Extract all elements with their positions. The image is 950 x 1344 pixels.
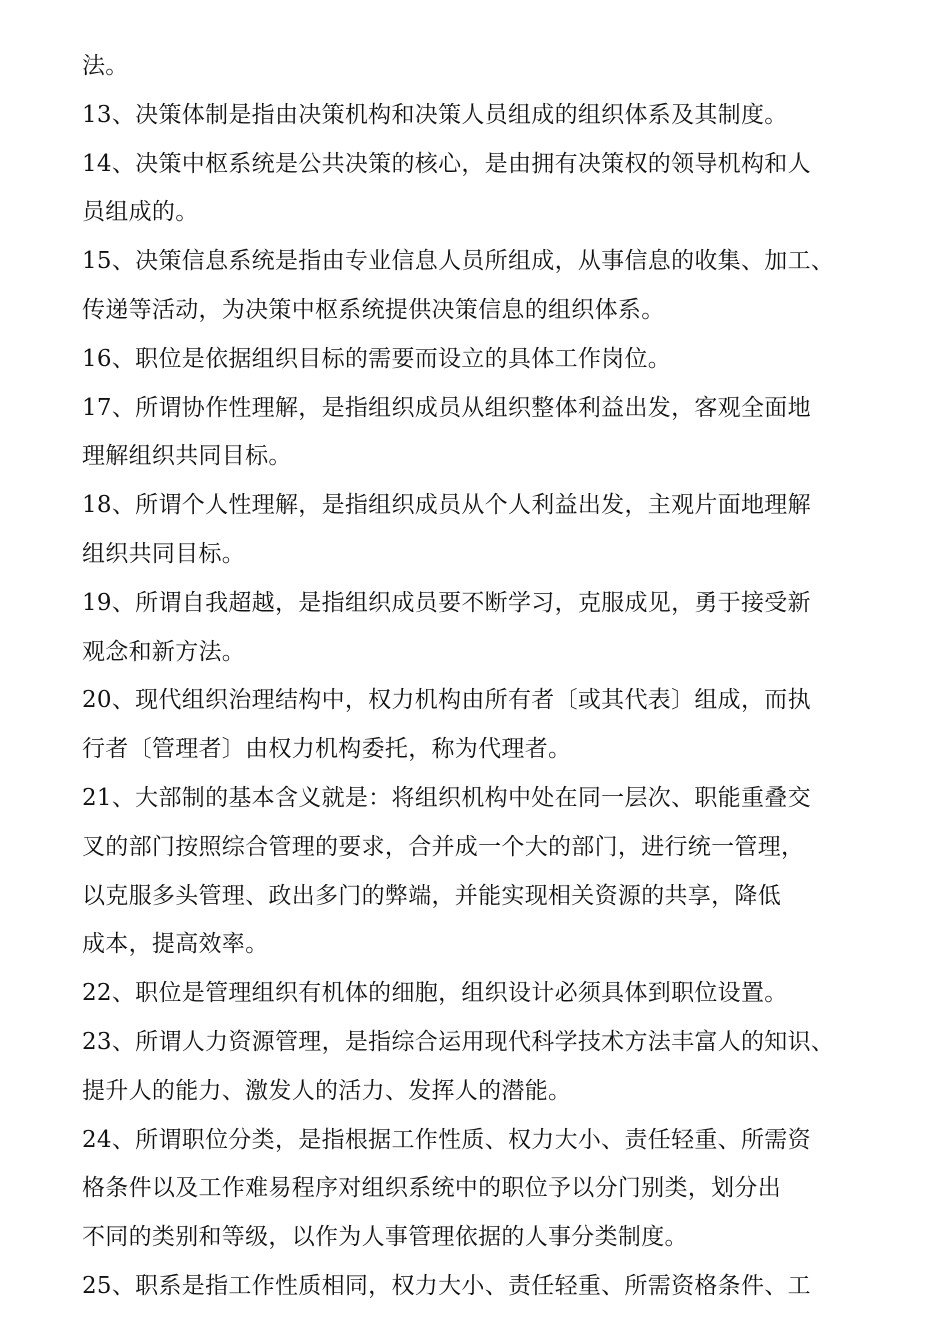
text-line: 22、职位是管理组织有机体的细胞，组织设计必须具体到职位设置。 — [82, 980, 788, 1007]
document-body — [82, 42, 892, 1311]
text-line: 以克服多头管理、政出多门的弊端，并能实现相关资源的共享，降低 — [82, 882, 781, 909]
text-line: 格条件以及工作难易程序对组织系统中的职位予以分门别类，划分出 — [82, 1175, 781, 1202]
text-line: 13、决策体制是指由决策机构和决策人员组成的组织体系及其制度。 — [82, 101, 788, 128]
text-line: 提升人的能力、激发人的活力、发挥人的潜能。 — [82, 1077, 572, 1104]
text-line: 不同的类别和等级，以作为人事管理依据的人事分类制度。 — [82, 1224, 688, 1251]
text-line: 组织共同目标。 — [82, 540, 246, 567]
text-line: 理解组织共同目标。 — [82, 443, 292, 470]
text-line: 18、所谓个人性理解，是指组织成员从个人利益出发，主观片面地理解 — [82, 492, 811, 519]
text-line: 观念和新方法。 — [82, 638, 246, 665]
text-line: 15、决策信息系统是指由专业信息人员所组成，从事信息的收集、加工、 — [82, 248, 835, 275]
text-line: 成本，提高效率。 — [82, 931, 269, 958]
text-line: 17、所谓协作性理解，是指组织成员从组织整体利益出发，客观全面地 — [82, 394, 811, 421]
text-line: 19、所谓自我超越，是指组织成员要不断学习，克服成见，勇于接受新 — [82, 589, 811, 616]
text-line: 20、现代组织治理结构中，权力机构由所有者〔或其代表〕组成，而执 — [82, 687, 811, 714]
text-line: 行者〔管理者〕由权力机构委托，称为代理者。 — [82, 736, 572, 763]
text-line: 叉的部门按照综合管理的要求，合并成一个大的部门，进行统一管理， — [82, 833, 805, 860]
text-line: 23、所谓人力资源管理，是指综合运用现代科学技术方法丰富人的知识、 — [82, 1028, 835, 1055]
text-line: 21、大部制的基本含义就是：将组织机构中处在同一层次、职能重叠交 — [82, 784, 811, 811]
text-line: 法。 — [82, 53, 129, 79]
text-line: 25、职系是指工作性质相同，权力大小、责任轻重、所需资格条件、工 — [82, 1272, 811, 1299]
text-line: 24、所谓职位分类，是指根据工作性质、权力大小、责任轻重、所需资 — [82, 1126, 811, 1153]
text-line: 16、职位是依据组织目标的需要而设立的具体工作岗位。 — [82, 345, 672, 372]
text-line: 员组成的。 — [82, 199, 199, 226]
text-line: 14、决策中枢系统是公共决策的核心，是由拥有决策权的领导机构和人 — [82, 150, 811, 177]
text-line: 传递等活动，为决策中枢系统提供决策信息的组织体系。 — [82, 296, 665, 323]
